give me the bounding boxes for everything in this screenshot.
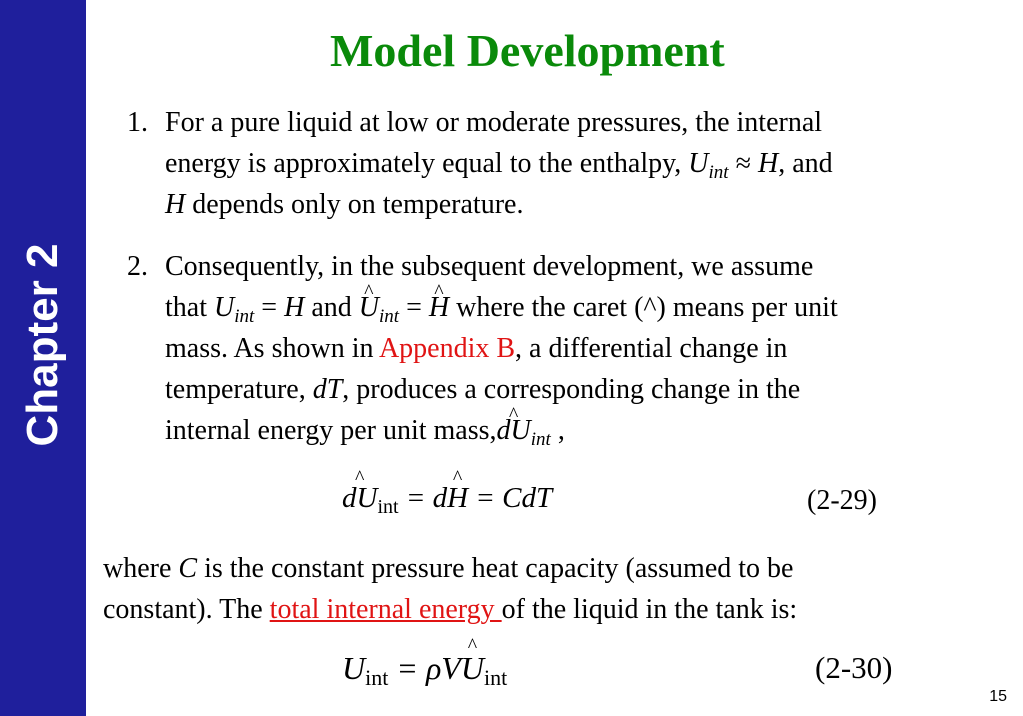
item-2-line-3-end: , a differential change in	[515, 333, 788, 364]
u-hat-symbol: U ^	[461, 650, 484, 687]
item-2-line-4	[165, 369, 800, 410]
appendix-b-link[interactable]: Appendix B	[378, 333, 516, 364]
du-hat-symbol: dU ^	[342, 482, 377, 515]
item-2-line-4-end: , produces a corresponding change in the	[342, 374, 801, 405]
item-2-line-2-text: that	[165, 292, 214, 323]
equation-2-29-number: (2-29)	[807, 485, 877, 516]
slide-title: Model Development	[330, 25, 725, 76]
dt-symbol: dT	[312, 374, 343, 405]
equation-2-29	[342, 482, 552, 519]
item-2-line-3-text: mass. As shown in	[165, 333, 379, 364]
where-line-2	[103, 589, 797, 630]
h-hat-symbol: H ^	[429, 287, 449, 328]
item-1-line-3	[165, 184, 523, 225]
item-1-line-3-text: depends only on temperature.	[185, 189, 524, 220]
item-2-line-5-end: ,	[550, 415, 565, 446]
int-subscript: int	[377, 496, 399, 518]
equation-rhs: = CdT	[468, 482, 553, 514]
item-1-number: 1.	[127, 107, 148, 138]
h-symbol: H	[284, 292, 305, 323]
where-line-2-text: constant). The	[103, 594, 270, 625]
int-subscript: int	[365, 665, 389, 690]
item-1-line-2-end: , and	[778, 148, 833, 179]
approx-symbol: ≈	[728, 148, 758, 179]
item-2-line-3	[165, 328, 787, 369]
int-subscript: int	[379, 306, 400, 327]
item-2-line-5-text: internal energy per unit mass,	[165, 415, 497, 446]
where-line-1-end: is the constant pressure heat capacity (assumed to be	[197, 553, 794, 584]
item-1	[0, 102, 1023, 232]
equals-symbol: =	[254, 292, 285, 323]
chapter-label: Chapter 2	[18, 243, 67, 447]
item-2	[0, 243, 1023, 456]
equation-middle: = d	[398, 482, 448, 514]
item-2-line-4-text: temperature,	[165, 374, 313, 405]
item-1-line-2-text: energy is approximately equal to the enthalpy,	[165, 148, 689, 179]
where-line-2-end: of the liquid in the tank is:	[501, 594, 798, 625]
and-word: and	[304, 292, 359, 323]
h-symbol: H	[165, 189, 186, 220]
item-2-number: 2.	[127, 251, 148, 282]
h-symbol: H	[757, 148, 779, 179]
c-symbol: C	[178, 553, 198, 584]
page-number: 15	[989, 688, 1007, 705]
h-hat-symbol: H ^	[447, 482, 468, 515]
where-paragraph	[0, 548, 1023, 632]
du-hat-symbol: dU ^	[497, 410, 531, 451]
int-subscript: int	[483, 665, 508, 690]
u-symbol: U	[688, 148, 709, 179]
item-2-line-1: Consequently, in the subsequent development, we assume	[165, 251, 814, 282]
total-internal-energy-link[interactable]: total internal energy	[269, 594, 502, 625]
item-2-line-2-end: where the caret (^) means per unit	[449, 292, 838, 323]
equation-2-30	[342, 650, 507, 691]
equation-middle: = ρV	[388, 650, 461, 686]
int-subscript: int	[234, 306, 255, 327]
equation-2-30-number: (2-30)	[815, 650, 893, 685]
equals-symbol: =	[399, 292, 429, 323]
int-subscript: int	[530, 429, 551, 450]
u-symbol: U	[342, 650, 366, 686]
u-symbol: U	[214, 292, 235, 323]
item-1-line-1: For a pure liquid at low or moderate pressures, the internal	[165, 107, 823, 138]
item-2-line-5	[165, 410, 565, 460]
where-line-1	[103, 548, 793, 589]
u-hat-symbol: U ^	[359, 287, 379, 328]
int-subscript: int	[708, 162, 729, 183]
where-line-1-text: where	[103, 553, 179, 584]
